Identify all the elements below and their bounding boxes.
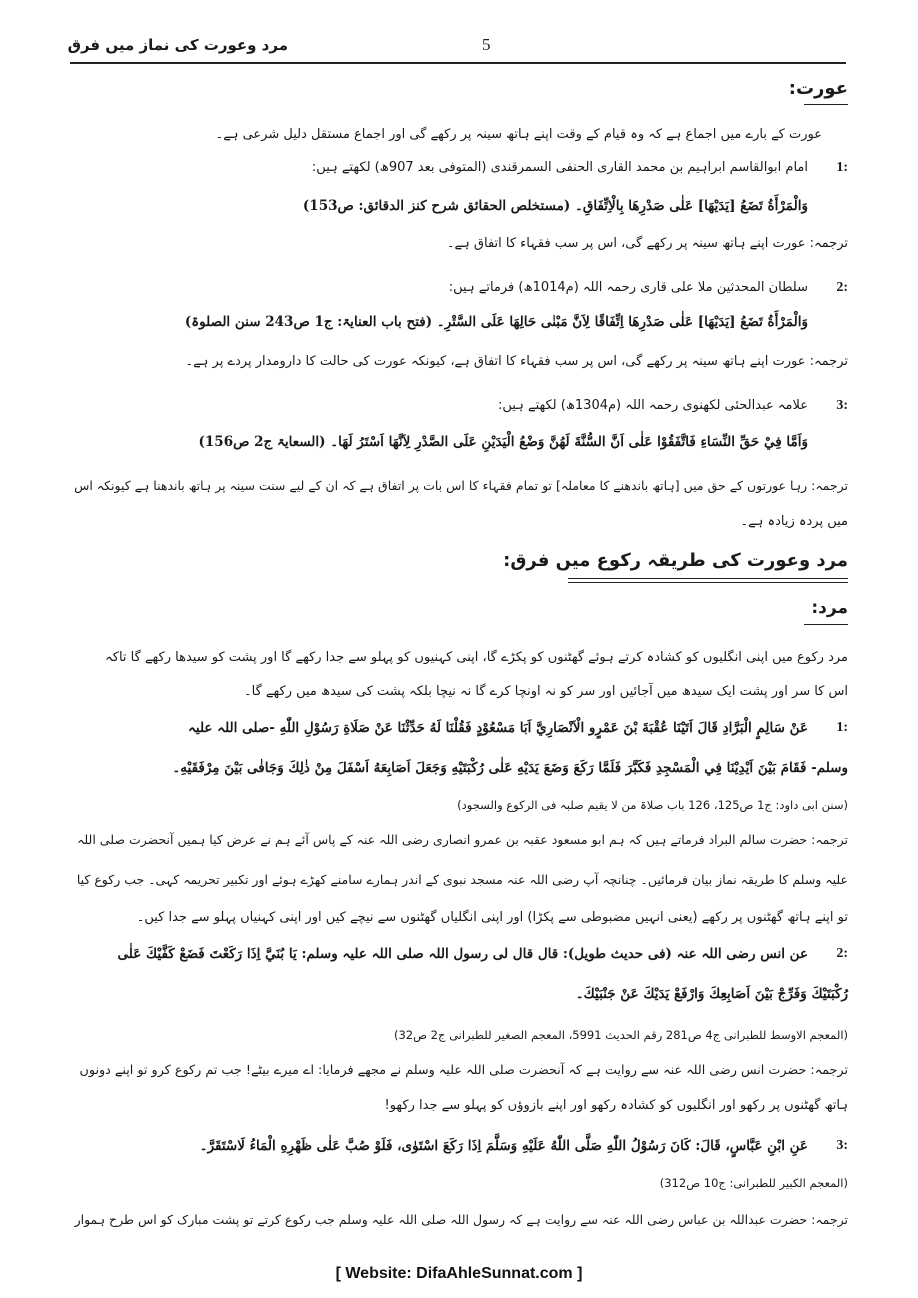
translation: علیہ وسلم کا طریقہ نماز بیان فرمائیں۔ چنانچہ آپ رضی اللہ عنہ مسجد نبوی کے اندر ہمارے سامنے کھڑے ہوئے اور تکبیر تحریمہ کہی۔ جب رکوع کیا xyxy=(76,872,848,887)
reference: (سنن ابی داود: ج1 ص125، 126 باب صلاۃ من لا یقیم صلبہ فی الرکوع والسجود) xyxy=(457,798,848,812)
translation: تو اپنے ہاتھ گھٹنوں پر رکھے (یعنی انہیں مضبوطی سے پکڑا) اور اپنی انگلیاں گھٹنوں سے نیچے کیں اور اپنی کہنیاں پہلو سے جدا کیں۔ xyxy=(136,910,848,925)
item-number: 3: xyxy=(836,1138,848,1153)
section-heading-women: عورت: xyxy=(788,78,848,99)
translation: ہاتھ گھٹنوں پر رکھو اور انگلیوں کو کشادہ رکھو اور اپنے بازوؤں کو پہلو سے جدا رکھو! xyxy=(384,1098,848,1113)
arabic-quote: عن انس رضی اللہ عنہ (فی حدیث طویل): قال قال لی رسول اللہ صلی اللہ علیہ وسلم: يَا بُنَيَّ اِذَا رَكَعْتَ فَضَعْ كَفَّيْكَ عَلٰى xyxy=(117,946,808,962)
women-intro: عورت کے بارے میں اجماع ہے کہ وہ قیام کے وقت اپنے ہاتھ سینہ پر رکھے گی اور اجماع مستقل دلیل شرعی ہے۔ xyxy=(215,127,822,142)
arabic-quote: رُكْبَتَيْكَ وَفَرِّجْ بَيْنَ اَصَابِعِكَ وَارْفَعْ يَدَيْكَ عَنْ جَنْبَيْكَ۔ xyxy=(575,986,848,1002)
translation: ترجمہ: حضرت عبداللہ بن عباس رضی اللہ عنہ سے روایت ہے کہ رسول اللہ صلی اللہ علیہ وسلم جب رکوع کرتے تو پشت مبارک کو اس طرح ہموار xyxy=(74,1212,848,1227)
reference: (المعجم الاوسط للطبرانی ج4 ص281 رقم الحدیث 5991، المعجم الصغیر للطبرانی ج2 ص32) xyxy=(393,1028,848,1042)
translation: ترجمہ: رہا عورتوں کے حق میں [ہاتھ باندھنے کا معاملہ] تو تمام فقہاء کا اس بات پر اتفاق ہے کہ ان کے لیے سنت سینہ پر ہاتھ باندھنا ہے کیونکہ اس xyxy=(74,478,848,493)
heading-underline xyxy=(804,104,848,105)
arabic-quote: وَاَمَّا فِيْ حَقِّ النِّسَاءِ فَاتَّفَقُوْا عَلٰى اَنَّ السُّنَّةَ لَهُنَّ وَضْعُ الْيَدَيْنِ عَلَى الصَّدْرِ لِاَنَّهَا اَسْتَرُ لَهَا۔ (السعایۃ ج2 ص156) xyxy=(198,434,808,450)
arabic-quote: وَالْمَرْأَةُ تَضَعُ [يَدَيْهَا] عَلٰى صَدْرِهَا بِالْاِتِّفَاقِ۔ (مستخلص الحقائق شرح کنز الدقائق: ص153) xyxy=(302,198,808,214)
arabic-quote: وَالْمَرْأَةُ تَضَعُ [يَدَيْهَا] عَلٰى صَدْرِهَا اِتِّفَاقًا لِاَنَّ مَبْنٰى حَالِهَا عَلَى السَّتْرِ۔ (فتح باب العنایۃ: ج1 ص243 سنن الصلوۃ) xyxy=(184,314,808,330)
heading-underline xyxy=(804,624,848,625)
page-number: 5 xyxy=(482,35,491,54)
translation: ترجمہ: عورت اپنے ہاتھ سینہ پر رکھے گی، اس پر سب فقہاء کا اتفاق ہے، کیونکہ عورت کی حالت کا دارومدار پردے پر ہے۔ xyxy=(185,354,848,369)
item-number: 3: xyxy=(836,398,848,413)
translation: ترجمہ: حضرت انس رضی اللہ عنہ سے روایت ہے کہ آنحضرت صلی اللہ علیہ وسلم نے مجھے فرمایا: اے میرے بیٹے! جب تم رکوع کرو تو اپنے دونوں xyxy=(79,1063,848,1078)
translation: ترجمہ: حضرت سالم البراد فرماتے ہیں کہ ہم ابو مسعود عقبہ بن عمرو انصاری رضی اللہ عنہ کے پاس آئے ہم نے عرض کیا ہمیں آنحضرت صلی اللہ xyxy=(77,832,848,847)
item-number: 1: xyxy=(836,160,848,175)
arabic-quote: وسلم- فَقَامَ بَيْنَ اَيْدِيْنَا فِي الْمَسْجِدِ فَكَبَّرَ فَلَمَّا رَكَعَ وَضَعَ يَدَيْهِ عَلٰى رُكْبَتَيْهِ وَجَعَلَ اَصَابِعَهُ اَسْفَلَ مِنْ ذٰلِكَ وَجَافٰى بَيْنَ مِرْفَقَيْهِ۔ xyxy=(172,760,848,776)
reference: (المعجم الکبیر للطبرانی: ج10 ص312) xyxy=(659,1176,848,1190)
item-intro: سلطان المحدثین ملا علی قاری رحمہ اللہ (م1014ھ) فرماتے ہیں: xyxy=(448,280,808,295)
arabic-quote: عَنِ ابْنِ عَبَّاسٍ، قَالَ: كَانَ رَسُوْلُ اللّٰهِ صَلَّى اللّٰهُ عَلَيْهِ وَسَلَّمَ اِذَا رَكَعَ اسْتَوٰى، فَلَوْ صُبَّ عَلٰى ظَهْرِهِ الْمَاءُ لَاسْتَقَرَّ۔ xyxy=(199,1138,808,1154)
header-rule xyxy=(70,62,846,64)
heading-underline xyxy=(568,582,848,583)
header-title: مرد وعورت کی نماز میں فرق xyxy=(67,36,288,54)
ruku-intro: اس کا سر اور پشت ایک سیدھ میں آجائیں اور سر کو نہ اونچا کرے گا نہ نیچا بلکہ پشت کی سیدھ میں رکھے گا۔ xyxy=(244,684,848,699)
translation: ترجمہ: عورت اپنے ہاتھ سینہ پر رکھے گی، اس پر سب فقہاء کا اتفاق ہے۔ xyxy=(446,236,848,251)
arabic-quote: عَنْ سَالِمٍ الْبَرَّادِ قَالَ اَتَيْنَا عُقْبَةَ بْنَ عَمْرٍو الْاَنْصَارِيَّ اَبَا مَسْعُوْدٍ فَقُلْنَا لَهُ حَدِّثْنَا عَنْ صَلَاةِ رَسُوْلِ اللّٰهِ -صلی اللہ علیہ xyxy=(187,720,808,736)
translation: میں پردہ زیادہ ہے۔ xyxy=(740,514,848,529)
item-number: 1: xyxy=(836,720,848,735)
subheading-men: مرد: xyxy=(811,598,848,618)
item-number: 2: xyxy=(836,946,848,961)
footer-website: [ Website: DifaAhleSunnat.com ] xyxy=(335,1265,583,1282)
section-heading-ruku: مرد وعورت کی طریقہ رکوع میں فرق: xyxy=(503,550,848,571)
ruku-intro: مرد رکوع میں اپنی انگلیوں کو کشادہ کرتے ہوئے گھٹنوں کو پکڑے گا، اپنی کہنیوں کو پہلو سے جدا رکھے گا اور پشت کو سیدھا رکھے گا تاکہ xyxy=(105,650,848,665)
item-intro: امام ابوالقاسم ابراہیم بن محمد القاری الحنفی السمرقندی (المتوفی بعد 907ھ) لکھتے ہیں: xyxy=(311,160,808,175)
item-number: 2: xyxy=(836,280,848,295)
heading-underline xyxy=(568,578,848,579)
item-intro: علامہ عبدالحئی لکھنوی رحمہ اللہ (م1304ھ) لکھتے ہیں: xyxy=(498,398,808,413)
